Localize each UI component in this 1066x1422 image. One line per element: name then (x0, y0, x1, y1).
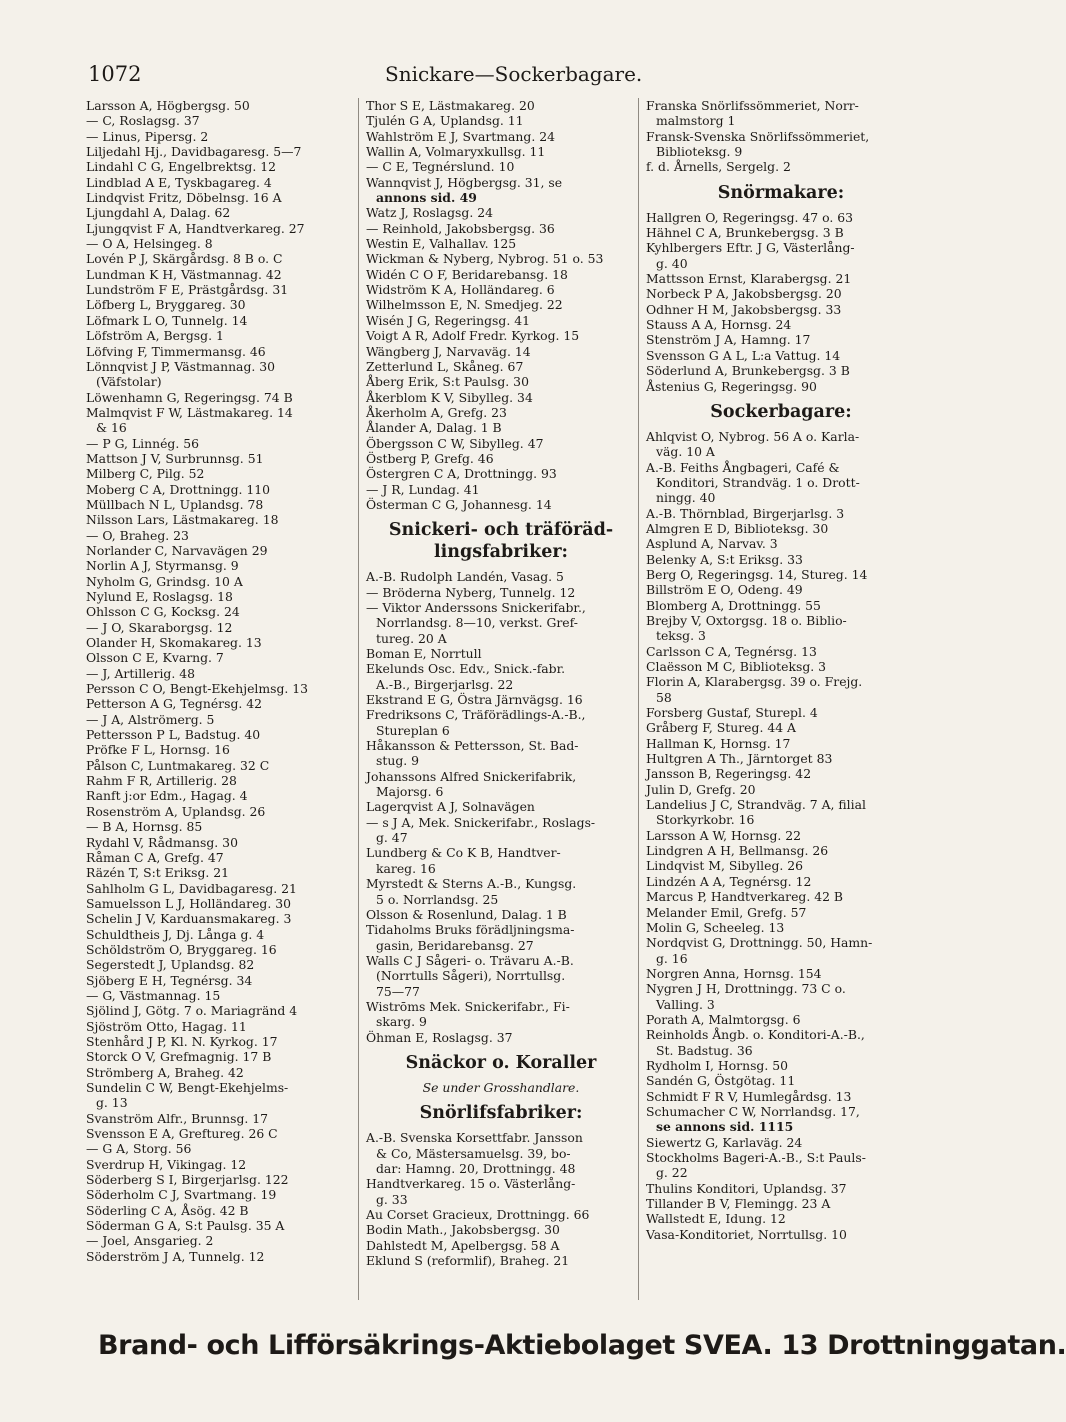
column-2 (366, 98, 636, 1268)
directory-entry: g. 13 (96, 1095, 128, 1111)
directory-entry: Malmqvist F W, Lästmakareg. 14 (86, 404, 293, 420)
directory-entry: Julin D, Grefg. 20 (646, 781, 756, 797)
directory-entry: A.-B., Birgerjarlsg. 22 (376, 676, 514, 692)
directory-entry: Lönnqvist J P, Västmannag. 30 (86, 358, 276, 374)
directory-entry: Lindqvist M, Sibylleg. 26 (646, 858, 804, 874)
directory-entry: Håkansson & Pettersson, St. Bad- (366, 738, 579, 754)
directory-entry: Löwenhamn G, Regeringsg. 74 B (86, 389, 293, 405)
directory-entry: Handtverkareg. 15 o. Västerlång- (366, 1176, 576, 1192)
directory-entry: Fredriksons C, Träförädlings-A.-B., (366, 707, 586, 723)
directory-entry: Mattson J V, Surbrunnsg. 51 (86, 450, 264, 466)
directory-entry: Löfberg L, Bryggareg. 30 (86, 297, 246, 313)
directory-entry: Hallgren O, Regeringsg. 47 o. 63 (646, 209, 854, 225)
directory-entry: Norgren Anna, Hornsg. 154 (646, 965, 822, 981)
directory-entry: Ahlqvist O, Nybrog. 56 A o. Karla- (646, 428, 860, 444)
directory-entry: Landelius J C, Strandväg. 7 A, filial (646, 797, 866, 813)
directory-entry: Walls C J Sågeri- o. Trävaru A.-B. (366, 952, 574, 968)
section-note: Se under Grosshandlare. (422, 1079, 580, 1095)
directory-entry: Pettersson P L, Badstug. 40 (86, 727, 261, 743)
directory-entry: Dahlstedt M, Apelbergsg. 58 A (366, 1237, 560, 1253)
running-head: Snickare—Sockerbagare. (385, 62, 643, 86)
directory-entry: väg. 10 A (656, 444, 715, 460)
directory-entry: — Linus, Pipersg. 2 (86, 128, 209, 144)
directory-entry: Belenky A, S:t Eriksg. 33 (646, 551, 803, 567)
directory-entry: Söderholm C J, Svartmang. 19 (86, 1187, 277, 1203)
directory-entry: A.-B. Rudolph Landén, Vasag. 5 (366, 569, 564, 585)
directory-entry: Lovén P J, Skärgårdsg. 8 B o. C (86, 251, 283, 267)
directory-entry: Molin G, Scheeleg. 13 (646, 919, 785, 935)
directory-entry: malmstorg 1 (656, 113, 736, 129)
directory-entry: Widström K A, Holländareg. 6 (366, 282, 555, 298)
directory-entry: Råman C A, Grefg. 47 (86, 849, 224, 865)
directory-entry: Pålson C, Luntmakareg. 32 C (86, 757, 270, 773)
directory-entry: Odhner H M, Jakobsbergsg. 33 (646, 301, 842, 317)
directory-entry: Eklund S (reformlif), Braheg. 21 (366, 1253, 570, 1269)
directory-entry: Marcus P, Handtverkareg. 42 B (646, 889, 844, 905)
directory-entry: Thor S E, Lästmakareg. 20 (366, 98, 535, 113)
directory-entry: Melander Emil, Grefg. 57 (646, 904, 807, 920)
directory-entry: — Reinhold, Jakobsbergsg. 36 (366, 220, 555, 236)
directory-entry: Carlsson C A, Tegnérsg. 13 (646, 643, 817, 659)
directory-entry: Östberg P, Grefg. 46 (366, 450, 494, 466)
directory-entry: Nygren J H, Drottningg. 73 C o. (646, 981, 846, 997)
directory-entry: Myrstedt & Sterns A.-B., Kungsg. (366, 876, 577, 892)
directory-entry: Sahlholm G L, Davidbagaresg. 21 (86, 880, 297, 896)
directory-entry: Norlander C, Narvavägen 29 (86, 542, 268, 558)
directory-entry: Hallman K, Hornsg. 17 (646, 735, 791, 751)
directory-entry: Lindgren A H, Bellmansg. 26 (646, 843, 829, 859)
directory-entry: Billström E O, Odeng. 49 (646, 582, 803, 598)
directory-entry: Schelin J V, Karduansmakareg. 3 (86, 911, 292, 927)
directory-entry: Schöldström O, Bryggareg. 16 (86, 941, 277, 957)
directory-entry: Åkerblom K V, Sibylleg. 34 (366, 389, 533, 405)
directory-entry: Au Corset Gracieux, Drottningg. 66 (366, 1207, 590, 1222)
directory-entry: — G, Västmannag. 15 (86, 987, 221, 1003)
directory-entry: Storck O V, Grefmagnig. 17 B (86, 1049, 272, 1065)
directory-entry: Wickman & Nyberg, Nybrog. 51 o. 53 (366, 251, 604, 267)
directory-entry: Almgren E D, Biblioteksg. 30 (646, 520, 829, 536)
directory-entry: Norrlandsg. 8—10, verkst. Gref- (376, 615, 578, 631)
directory-entry: Löfving F, Timmermansg. 46 (86, 343, 266, 359)
directory-entry: Stenström J A, Hamng. 17 (646, 332, 811, 348)
directory-entry: Liljedahl Hj., Davidbagaresg. 5—7 (86, 144, 302, 160)
section-heading: Snörlifsfabriker: (419, 1103, 583, 1124)
directory-entry: Mattsson Ernst, Klarabergsg. 21 (646, 271, 852, 287)
directory-entry: Thulins Konditori, Uplandsg. 37 (646, 1180, 847, 1196)
directory-entry: gasin, Beridarebansg. 27 (376, 937, 534, 953)
directory-entry: Forsberg Gustaf, Sturepl. 4 (646, 705, 818, 721)
directory-entry: Konditori, Strandväg. 1 o. Drott- (656, 474, 860, 490)
directory-entry: Persson C O, Bengt-Ekehjelmsg. 13 (86, 681, 309, 697)
directory-entry: Wilhelmsson E, N. Smedjeg. 22 (366, 297, 563, 313)
directory-entry: Westin E, Valhallav. 125 (366, 236, 517, 252)
directory-entry: — s J A, Mek. Snickerifabr., Roslags- (366, 814, 596, 830)
directory-entry: Svensson E A, Greftureg. 26 C (86, 1126, 278, 1142)
directory-entry: Voigt A R, Adolf Fredr. Kyrkog. 15 (366, 328, 580, 344)
directory-entry: Tjulén G A, Uplandsg. 11 (366, 113, 524, 129)
directory-entry: Watz J, Roslagsg. 24 (366, 205, 493, 221)
directory-entry: Vasa-Konditoriet, Norrtullsg. 10 (646, 1226, 847, 1242)
directory-entry: Gråberg F, Stureg. 44 A (646, 720, 796, 736)
directory-entry: Lundström F E, Prästgårdsg. 31 (86, 282, 289, 298)
directory-entry: Norlin A J, Styrmansg. 9 (86, 558, 239, 574)
directory-entry: Söderlund A, Brunkebergsg. 3 B (646, 363, 850, 379)
directory-entry: teksg. 3 (656, 628, 706, 644)
directory-entry: annons sid. 49 (376, 190, 477, 206)
directory-entry: Rahm F R, Artillerig. 28 (86, 773, 237, 789)
directory-entry: — J R, Lundag. 41 (366, 481, 480, 497)
column-rule (638, 98, 639, 1300)
directory-entry: Tidaholms Bruks förädljningsma- (366, 922, 575, 938)
directory-entry: Nordqvist G, Drottningg. 50, Hamn- (646, 935, 873, 951)
directory-entry: (Väfstolar) (96, 374, 162, 390)
directory-entry: Söderling C A, Åsög. 42 B (86, 1202, 249, 1218)
directory-entry: Siewertz G, Karlaväg. 24 (646, 1134, 803, 1150)
directory-entry: ningg. 40 (656, 490, 716, 506)
directory-entry: Tillander B V, Flemingg. 23 A (646, 1196, 831, 1212)
directory-entry: Löfström A, Bergsg. 1 (86, 328, 224, 344)
directory-entry: & 16 (96, 420, 127, 436)
directory-entry: Storkyrkobr. 16 (656, 812, 755, 828)
directory-entry: Rydholm I, Hornsg. 50 (646, 1057, 789, 1073)
directory-entry: — Viktor Anderssons Snickerifabr., (366, 599, 586, 615)
directory-entry: Widén C O F, Beridarebansg. 18 (366, 266, 568, 282)
directory-entry: Florin A, Klarabergsg. 39 o. Frejg. (646, 674, 863, 690)
directory-entry: Blomberg A, Drottningg. 55 (646, 597, 821, 613)
directory-entry: — C E, Tegnérslund. 10 (366, 159, 515, 175)
directory-entry: Brejby V, Oxtorgsg. 18 o. Biblio- (646, 612, 847, 628)
directory-entry: Franska Snörlifssömmeriet, Norr- (646, 98, 859, 113)
directory-entry: Söderström J A, Tunnelg. 12 (86, 1248, 265, 1264)
column-3 (646, 98, 916, 1242)
directory-entry: tureg. 20 A (376, 630, 447, 646)
directory-entry: 5 o. Norrlandsg. 25 (376, 891, 499, 907)
directory-entry: Johanssons Alfred Snickerifabrik, (366, 768, 577, 784)
directory-entry: Valling. 3 (656, 996, 715, 1012)
directory-entry: Schmidt F R V, Humlegårdsg. 13 (646, 1088, 852, 1104)
directory-entry: Svanström Alfr., Brunnsg. 17 (86, 1110, 269, 1126)
directory-entry: Svensson G A L, L:a Vattug. 14 (646, 347, 841, 363)
directory-entry: Norbeck P A, Jakobsbergsg. 20 (646, 286, 842, 302)
directory-entry: g. 47 (376, 830, 408, 846)
directory-entry: Ekstrand E G, Östra Järnvägsg. 16 (366, 692, 583, 708)
directory-entry: Claësson M C, Biblioteksg. 3 (646, 659, 827, 674)
directory-entry: Hähnel C A, Brunkebergsg. 3 B (646, 225, 844, 241)
directory-entry: & Co, Mästersamuelsg. 39, bo- (376, 1145, 571, 1161)
directory-entry: Nyholm G, Grindsg. 10 A (86, 573, 243, 589)
directory-entry: — P G, Linnég. 56 (86, 435, 199, 451)
section-heading: Snörmakare: (717, 182, 845, 203)
directory-entry: Österman C G, Johannesg. 14 (366, 496, 552, 512)
directory-entry: skarg. 9 (376, 1014, 427, 1030)
directory-entry: Kyhlbergers Eftr. J G, Västerlång- (646, 240, 855, 256)
directory-entry: Segerstedt J, Uplandsg. 82 (86, 957, 255, 973)
directory-entry: Stockholms Bageri-A.-B., S:t Pauls- (646, 1150, 866, 1165)
directory-entry: 58 (656, 689, 672, 705)
directory-entry: Jansson B, Regeringsg. 42 (646, 766, 812, 782)
directory-entry: Bodin Math., Jakobsbergsg. 30 (366, 1222, 560, 1238)
directory-entry: Ljungqvist F A, Handtverkareg. 27 (86, 220, 305, 236)
directory-entry: Majorsg. 6 (376, 784, 444, 800)
directory-entry: g. 16 (656, 950, 688, 966)
directory-entry: se annons sid. 1115 (656, 1119, 794, 1135)
directory-entry: Berg O, Regeringsg. 14, Stureg. 14 (646, 566, 868, 582)
directory-entry: Boman E, Norrtull (366, 646, 482, 661)
directory-entry: — J, Artillerig. 48 (86, 665, 195, 681)
column-rule (358, 98, 359, 1300)
directory-entry: Schuldtheis J, Dj. Långa g. 4 (86, 926, 265, 942)
directory-entry: Olsson & Rosenlund, Dalag. 1 B (366, 906, 567, 922)
directory-entry: — Bröderna Nyberg, Tunnelg. 12 (366, 584, 576, 600)
directory-entry: Wallin A, Volmaryxkullsg. 11 (366, 144, 546, 160)
page-number: 1072 (88, 62, 142, 86)
directory-entry: Schumacher C W, Norrlandsg. 17, (646, 1103, 860, 1119)
directory-entry: Strömberg A, Braheg. 42 (86, 1064, 244, 1080)
directory-entry: — Joel, Ansgarieg. 2 (86, 1233, 214, 1249)
directory-entry: Rydahl V, Rådmansg. 30 (86, 834, 238, 850)
directory-entry: Wängberg J, Narvaväg. 14 (366, 343, 531, 359)
directory-entry: Fransk-Svenska Snörlifssömmeriet, (646, 128, 870, 144)
directory-entry: Åstenius G, Regeringsg. 90 (646, 378, 817, 394)
directory-entry: Wallstedt E, Idung. 12 (646, 1211, 786, 1227)
directory-entry: Lagerqvist A J, Solnavägen (366, 799, 535, 815)
directory-entry: Ljungdahl A, Dalag. 62 (86, 205, 231, 221)
directory-entry: Ekelunds Osc. Edv., Snick.-fabr. (366, 661, 566, 677)
directory-entry: Biblioteksg. 9 (656, 144, 743, 160)
directory-entry: Söderman G A, S:t Paulsg. 35 A (86, 1218, 285, 1234)
directory-entry: — G A, Storg. 56 (86, 1141, 192, 1157)
directory-entry: Zetterlund L, Skåneg. 67 (366, 358, 524, 374)
directory-entry: Sverdrup H, Vikingag. 12 (86, 1156, 247, 1172)
directory-entry: Ålander A, Dalag. 1 B (366, 420, 502, 436)
directory-entry: Sjöberg E H, Tegnérsg. 34 (86, 972, 253, 988)
directory-entry: A.-B. Svenska Korsettfabr. Jansson (366, 1130, 583, 1146)
directory-entry: Wisén J G, Regeringsg. 41 (366, 312, 530, 328)
directory-entry: Milberg C, Pilg. 52 (86, 466, 205, 482)
directory-entry: Lindahl C G, Engelbrektsg. 12 (86, 159, 276, 175)
column-1 (86, 98, 356, 1264)
directory-entry: Wistrōms Mek. Snickerifabr., Fi- (366, 998, 570, 1014)
directory-entry: g. 33 (376, 1191, 408, 1207)
directory-entry: Sjöström Otto, Hagag. 11 (86, 1018, 247, 1034)
directory-entry: A.-B. Thörnblad, Birgerjarlsg. 3 (646, 505, 845, 521)
directory-entry: Lindblad A E, Tyskbagareg. 4 (86, 174, 272, 190)
directory-entry: stug. 9 (376, 753, 420, 769)
directory-entry: Reinholds Ångb. o. Konditori-A.-B., (646, 1027, 865, 1043)
directory-entry: Öbergsson C W, Sibylleg. 47 (366, 435, 544, 451)
directory-entry: Sundelin C W, Bengt-Ekehjelms- (86, 1080, 289, 1095)
directory-entry: kareg. 16 (376, 860, 436, 876)
directory-entry: — J A, Alströmerg. 5 (86, 711, 215, 727)
directory-entry: St. Badstug. 36 (656, 1042, 753, 1058)
directory-entry: Asplund A, Narvav. 3 (646, 536, 778, 552)
directory-entry: — O A, Helsingeg. 8 (86, 236, 213, 252)
directory-entry: 75—77 (376, 983, 420, 999)
directory-entry: Larsson A W, Hornsg. 22 (646, 827, 802, 843)
directory-entry: Östergren C A, Drottningg. 93 (366, 466, 557, 482)
directory-entry: Löfmark L O, Tunnelg. 14 (86, 312, 248, 328)
directory-entry: Ranft j:or Edm., Hagag. 4 (86, 788, 248, 804)
directory-entry: — J O, Skaraborgsg. 12 (86, 619, 233, 635)
directory-entry: Stureplan 6 (376, 722, 450, 738)
directory-entry: Räzén T, S:t Eriksg. 21 (86, 865, 230, 881)
directory-entry: Pröfke F L, Hornsg. 16 (86, 742, 230, 758)
directory-entry: Müllbach N L, Uplandsg. 78 (86, 496, 264, 512)
directory-entry: — C, Roslagsg. 37 (86, 113, 200, 129)
directory-entry: Lundman K H, Västmannag. 42 (86, 266, 282, 282)
section-heading: Snickeri- och träföräd-lingsfabriker: (388, 520, 614, 563)
directory-entry: Lindzén A A, Tegnérsg. 12 (646, 873, 812, 889)
directory-entry: Wannqvist J, Högbergsg. 31, se (366, 174, 563, 190)
directory-entry: g. 22 (656, 1165, 688, 1181)
directory-entry: Ohlsson C G, Kocksg. 24 (86, 604, 240, 620)
directory-entry: Söderberg S I, Birgerjarlsg. 122 (86, 1172, 289, 1188)
directory-entry: Åberg Erik, S:t Paulsg. 30 (366, 374, 529, 390)
directory-entry: Larsson A, Högbergsg. 50 (86, 98, 250, 113)
directory-entry: Nilsson Lars, Lästmakareg. 18 (86, 512, 279, 528)
directory-entry: Åkerholm A, Grefg. 23 (366, 404, 507, 420)
directory-entry: — O, Braheg. 23 (86, 527, 189, 543)
directory-entry: Stenhård J P, Kl. N. Kyrkog. 17 (86, 1033, 278, 1049)
directory-entry: Rosenström A, Uplandsg. 26 (86, 803, 266, 819)
footer-banner: Brand- och Lifförsäkrings-Aktiebolaget SVEA. 13 Drottninggatan. (98, 1330, 1066, 1361)
directory-entry: Nylund E, Roslagsg. 18 (86, 589, 233, 604)
section-heading: Snäckor o. Koraller (405, 1052, 597, 1073)
directory-entry: g. 40 (656, 255, 688, 271)
directory-entry: Moberg C A, Drottningg. 110 (86, 481, 271, 497)
directory-entry: — B A, Hornsg. 85 (86, 819, 203, 835)
directory-entry: Samuelsson L J, Holländareg. 30 (86, 895, 291, 911)
directory-entry: Lundberg & Co K B, Handtver- (366, 845, 561, 861)
directory-entry: f. d. Årnells, Sergelg. 2 (646, 159, 791, 175)
directory-entry: Petterson A G, Tegnérsg. 42 (86, 696, 263, 712)
directory-entry: Wahlström E J, Svartmang. 24 (366, 128, 555, 144)
directory-entry: A.-B. Feiths Ångbageri, Café & (646, 459, 840, 475)
directory-entry: dar: Hamng. 20, Drottningg. 48 (376, 1160, 576, 1176)
directory-entry: Olsson C E, Kvarng. 7 (86, 650, 224, 666)
section-heading: Sockerbagare: (710, 401, 852, 422)
directory-entry: Öhman E, Roslagsg. 37 (366, 1029, 513, 1045)
directory-entry: Sandén G, Östgötag. 11 (646, 1073, 796, 1089)
directory-entry: Stauss A A, Hornsg. 24 (646, 317, 792, 333)
directory-entry: Porath A, Malmtorgsg. 6 (646, 1011, 801, 1027)
directory-entry: Sjölind J, Götg. 7 o. Mariagränd 4 (86, 1003, 298, 1019)
directory-entry: Olander H, Skomakareg. 13 (86, 635, 262, 651)
directory-entry: (Norrtulls Sågeri), Norrtullsg. (376, 968, 566, 984)
directory-entry: Lindqvist Fritz, Döbelnsg. 16 A (86, 190, 282, 206)
directory-entry: Hultgren A Th., Järntorget 83 (646, 751, 833, 767)
